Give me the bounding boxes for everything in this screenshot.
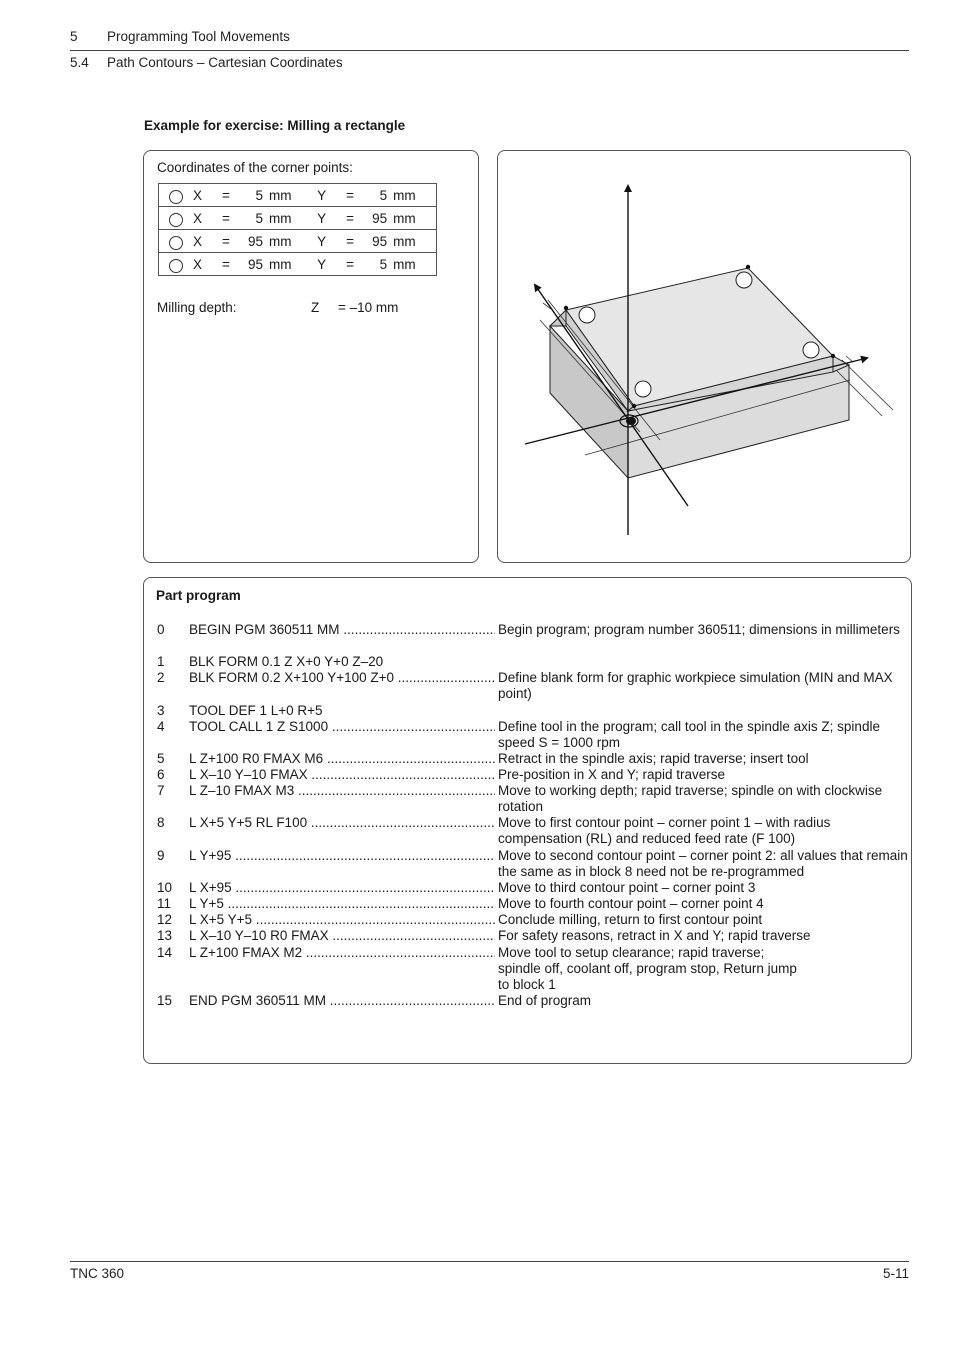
footer-rule bbox=[70, 1261, 909, 1262]
corner-point-marker bbox=[169, 236, 183, 250]
program-listing: 0 BEGIN PGM 360511 MM ..... Begin program; program number 360511; dimensions in millimeters 1 BLK FORM 0.1 Z X+0 Y+0 Z–20 2 BLK FORM 0.2 X+100 Y+100 Z+0 ..... Define blank form for graphic workpiece simulation (MIN and MAX point) 3 TOOL DEF 1 L+0 R+5 4 TOOL CALL 1 Z S1000 ..... Define tool in the program; call tool in the spindle axis Z; spindle speed S = 1000 rpm 5 L Z+100 R0 FMAX M6 ..... Retract in the spindle axis; rapid traverse; insert tool 6 L X–10 Y–10 FMAX ..... Pre-position in X and Y; rapid traverse 7 L Z–10 FMAX M3 ..... Move to working depth; rapid traverse; spindle on with clockwise rotation 8 L X+5 Y+5 RL F100 ..... Move to first contour point – corner point 1 – with radius compensation (RL) and reduced feed rate (F 100) 9 L Y+95 ..... Move to second contour point – corner point 2: all values that remain the same as in block 8 need not be re-programmed 10 L X+95 ..... Move to third contour point – corner point 3 11 L Y+5 ..... Move to fourth contour point – corner point 4 12 L X+5 Y+5 ..... Conclude milling, return to first contour point 13 L X–10 Y–10 R0 FMAX ..... For safety reasons, retract in X and Y; rapid traverse 14 L Z+100 FMAX M2 ..... Move tool to setup clearance; rapid traverse; spindle off, coolant off, program stop, Return jump to block 1 15 END PGM 360511 MM ..... End of program bbox=[157, 622, 909, 1022]
milling-depth-value: = –10 mm bbox=[338, 300, 399, 315]
milling-depth-label: Milling depth: bbox=[157, 300, 237, 315]
coordinate-row: X = 5 mm Y = 5 mm bbox=[159, 184, 437, 207]
header-rule bbox=[70, 50, 909, 51]
coordinate-row: X = 95 mm Y = 5 mm bbox=[159, 253, 437, 276]
chapter-number: 5 bbox=[70, 29, 78, 44]
corner-point-marker bbox=[635, 381, 651, 397]
exercise-title: Example for exercise: Milling a rectangle bbox=[144, 118, 406, 133]
footer-page-number: 5-11 bbox=[882, 1266, 909, 1281]
code-no-leader: BLK FORM 0.1 Z X+0 Y+0 Z–20 bbox=[189, 654, 384, 669]
part-program-title: Part program bbox=[156, 588, 241, 603]
footer-manual-name: TNC 360 bbox=[70, 1266, 125, 1281]
corner-point-marker bbox=[803, 342, 819, 358]
corner-point-marker bbox=[169, 213, 183, 227]
corner-point-marker bbox=[736, 272, 752, 288]
coordinate-row: X = 5 mm Y = 95 mm bbox=[159, 207, 437, 230]
chapter-title: Programming Tool Movements bbox=[107, 29, 290, 44]
milling-depth-axis: Z bbox=[311, 300, 320, 315]
corner-point-marker bbox=[169, 259, 183, 273]
section-number: 5.4 bbox=[70, 55, 89, 70]
section-title: Path Contours – Cartesian Coordinates bbox=[107, 55, 343, 70]
corner-point-marker bbox=[169, 190, 183, 204]
coordinates-table bbox=[158, 183, 437, 276]
coordinates-heading: Coordinates of the corner points: bbox=[157, 160, 353, 175]
workpiece-diagram bbox=[498, 151, 910, 562]
corner-point-marker bbox=[579, 307, 595, 323]
coordinate-row: X = 95 mm Y = 95 mm bbox=[159, 230, 437, 253]
code-no-leader: TOOL DEF 1 L+0 R+5 bbox=[189, 703, 323, 718]
